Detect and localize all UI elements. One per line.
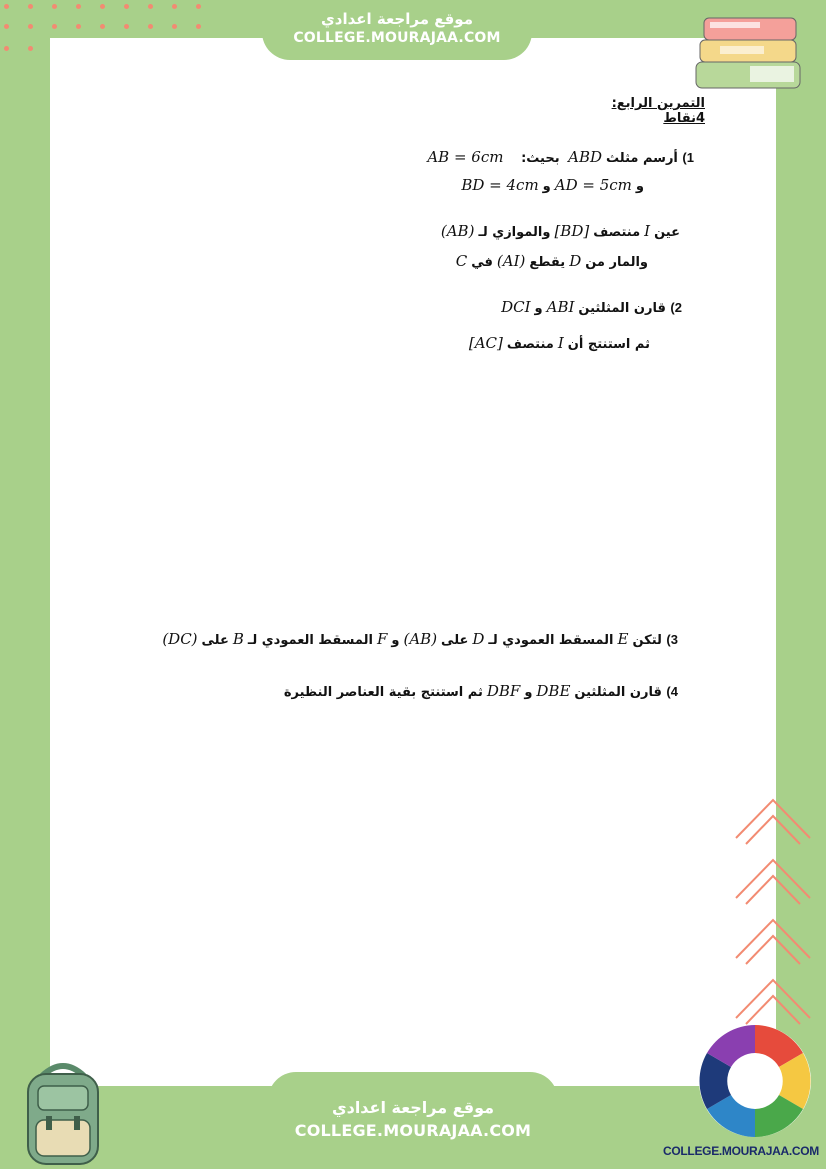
question-1: 1) أرسم مثلثABD بحيث: AB = 6cm bbox=[427, 148, 694, 166]
chevron-up-icons bbox=[730, 792, 816, 1032]
question-1-lengths: وAD = 5cmوBD = 4cm bbox=[461, 176, 644, 194]
footer-title: موقع مراجعة اعدادي bbox=[331, 1098, 495, 1117]
footer-tab bbox=[268, 1072, 558, 1169]
question-1-construction: عينIمنتصف[BD]والموازي لـ(AB) bbox=[440, 222, 680, 240]
question-1-intersection: والمار منDيقطع(AI)فيC bbox=[455, 252, 648, 270]
books-icon bbox=[690, 10, 808, 98]
question-3: 3) لتكنEالمسقط العمودي لـDعلى(AB)وFالمسقط العمودي لـBعلى(DC) bbox=[162, 630, 678, 648]
footer-site-link[interactable]: COLLEGE.MOURAJAA.COM bbox=[294, 1121, 532, 1140]
header-site-link[interactable]: COLLEGE.MOURAJAA.COM bbox=[293, 30, 501, 46]
backpack-icon bbox=[12, 1056, 114, 1168]
question-2-conclusion: ثم استنتج أنIمنتصف[AC] bbox=[468, 334, 650, 352]
document-page bbox=[50, 38, 776, 1086]
brand-site-text: COLLEGE.MOURAJAA.COM bbox=[663, 1144, 820, 1158]
question-4: 4) قارن المثلثينDBEوDBFثم استنتج بقية العناصر النظيرة bbox=[283, 682, 678, 700]
header-tab bbox=[262, 0, 532, 60]
question-2: 2) قارن المثلثينABIوDCI bbox=[501, 298, 682, 316]
subjects-wheel-logo bbox=[696, 1022, 814, 1140]
header-title: موقع مراجعة اعدادي bbox=[321, 10, 473, 28]
exercise-heading: التمرين الرابع: 4نقاط bbox=[611, 96, 705, 126]
